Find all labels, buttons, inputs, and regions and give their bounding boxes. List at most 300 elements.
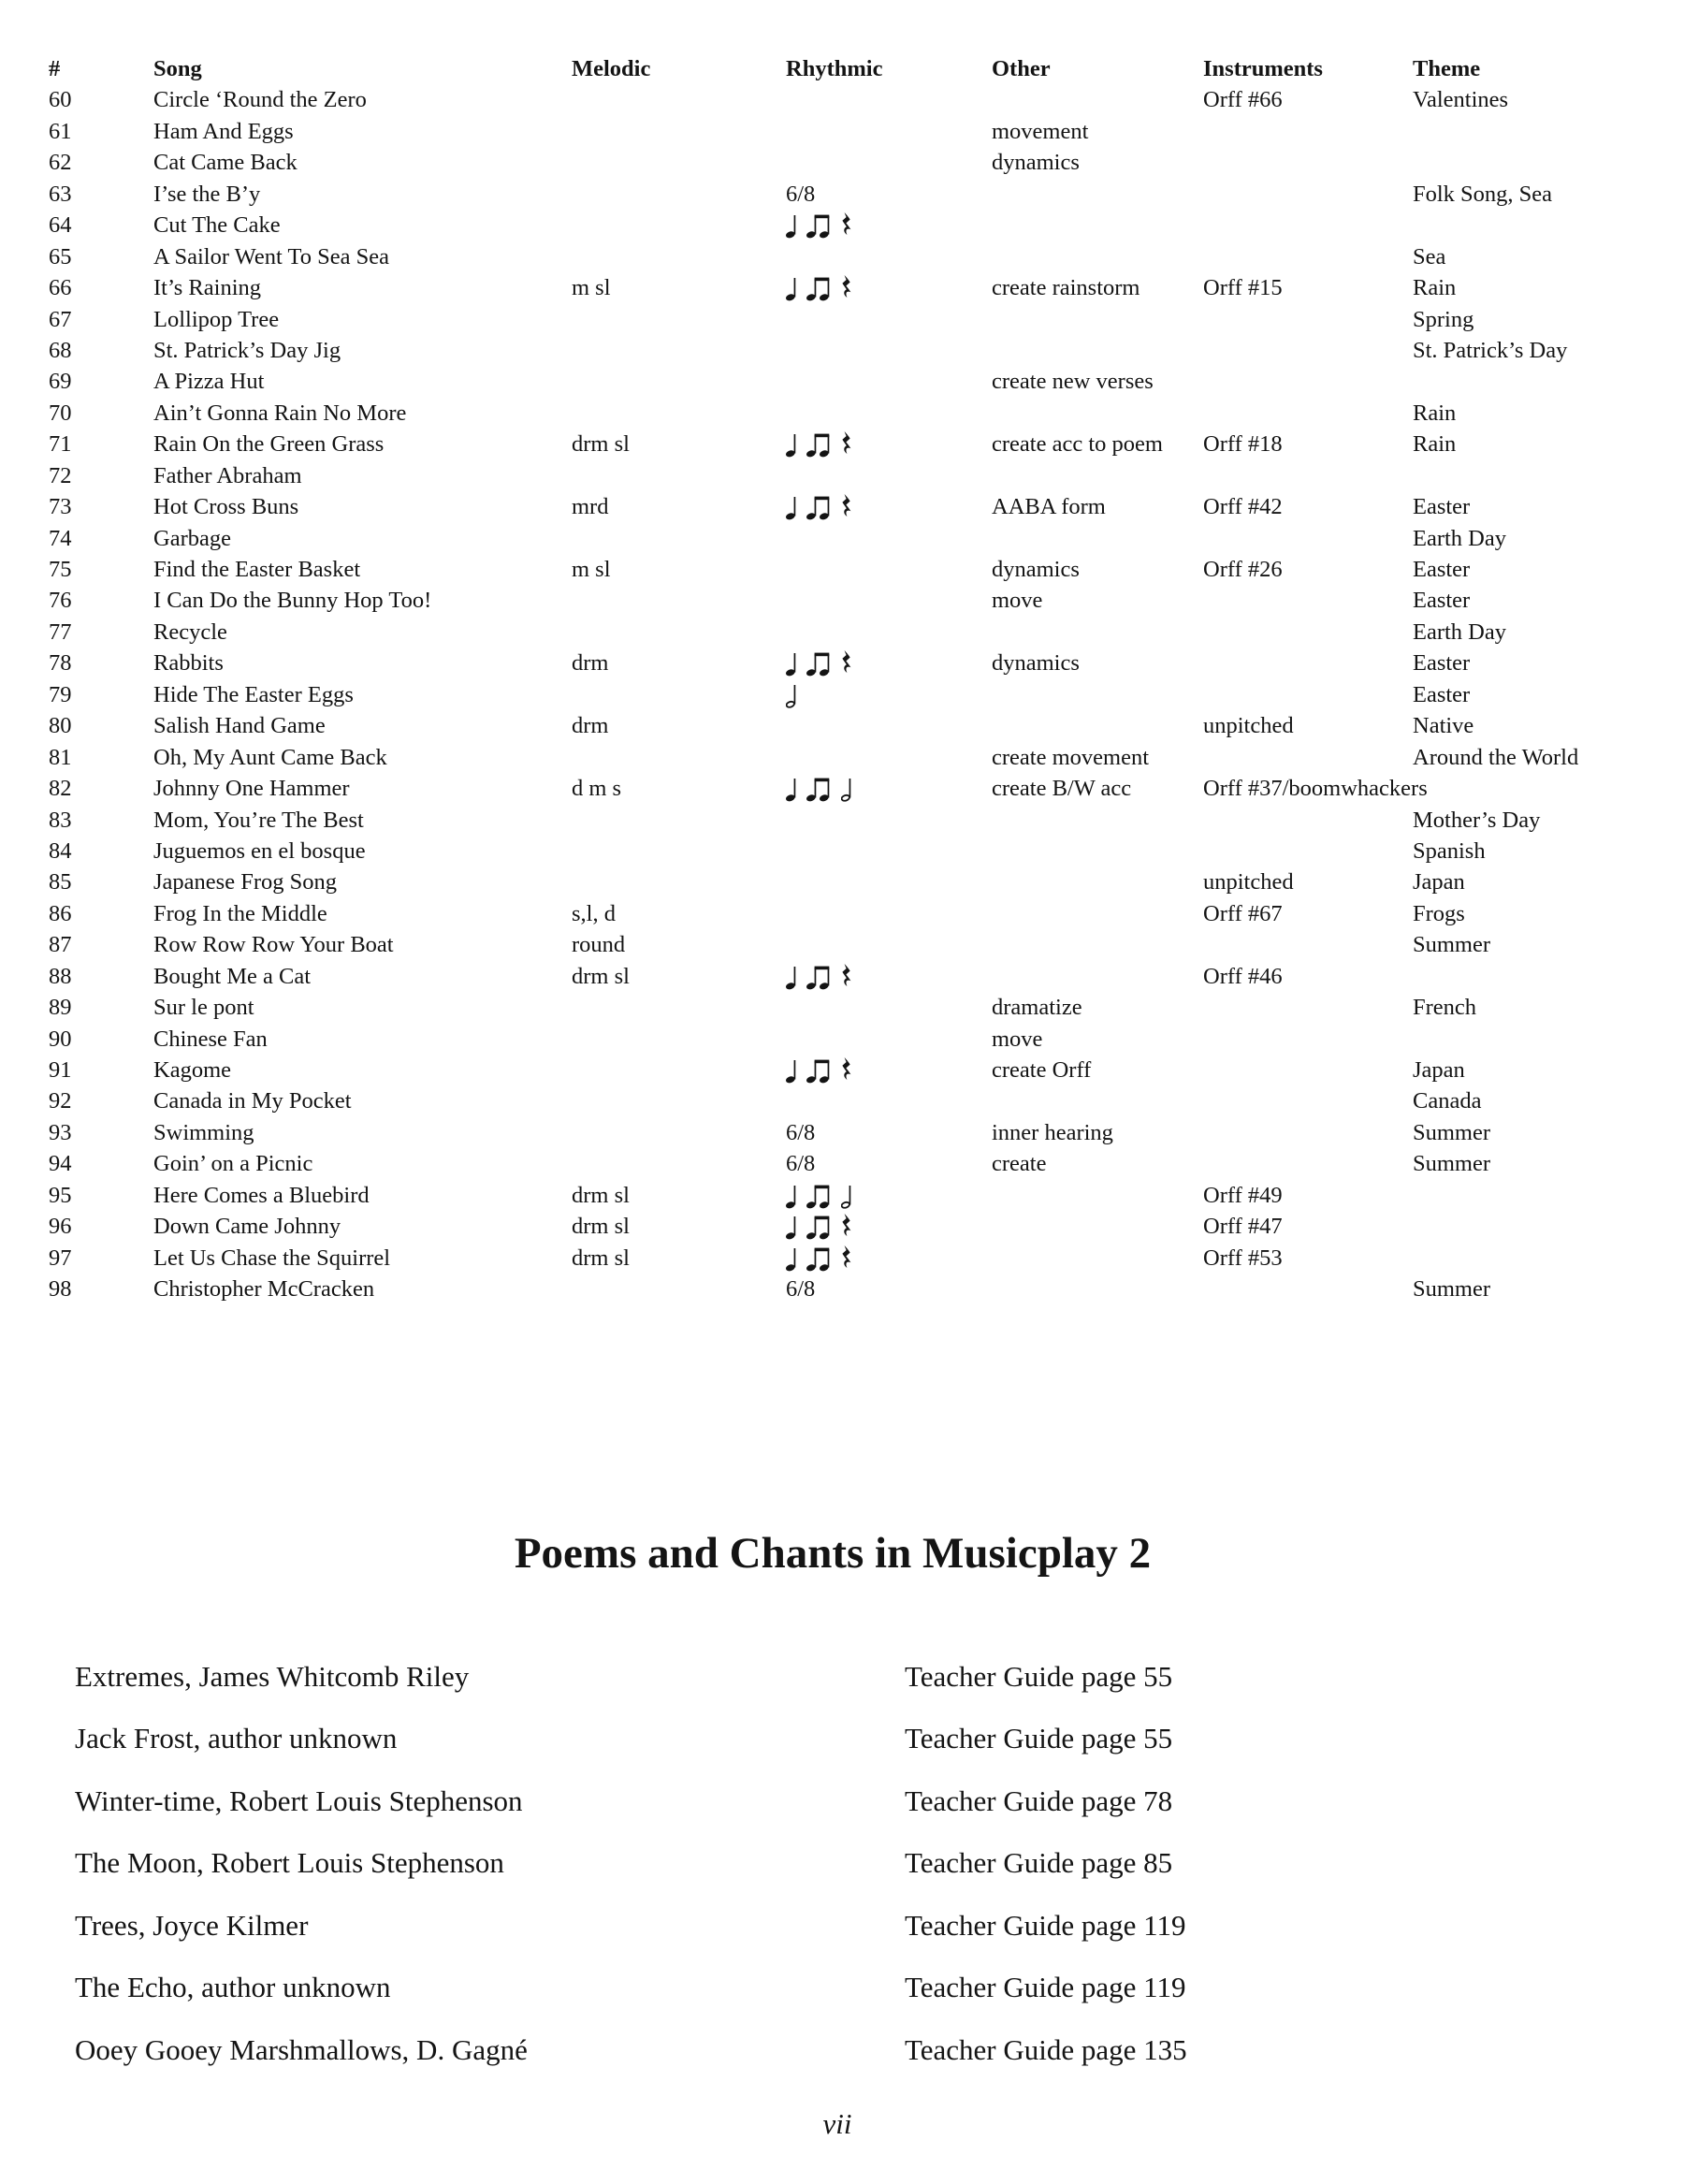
theme-value: Native bbox=[1413, 713, 1474, 739]
instruments-value bbox=[1203, 992, 1413, 1023]
quarter-rest-icon bbox=[841, 962, 853, 990]
instruments-value: Orff #15 bbox=[1203, 275, 1283, 301]
other-value: create B/W acc bbox=[992, 776, 1132, 802]
song-number: 85 bbox=[49, 869, 72, 895]
other-value: AABA form bbox=[992, 494, 1106, 520]
theme-value bbox=[1413, 1243, 1658, 1274]
song-number: 93 bbox=[49, 1119, 72, 1145]
song-title: Oh, My Aunt Came Back bbox=[153, 744, 387, 770]
other-value bbox=[992, 1180, 1203, 1211]
melodic-value bbox=[572, 366, 786, 397]
instruments-value bbox=[1203, 523, 1413, 554]
column-header-instruments: Instruments bbox=[1203, 56, 1323, 81]
rhythmic-value bbox=[786, 241, 992, 272]
melodic-value bbox=[572, 805, 786, 836]
song-number: 75 bbox=[49, 557, 72, 582]
table-row bbox=[49, 992, 1658, 1023]
song-title: Circle ‘Round the Zero bbox=[153, 87, 367, 113]
rhythmic-value bbox=[786, 1085, 992, 1116]
rhythmic-value bbox=[786, 585, 992, 616]
quarter-note-icon bbox=[786, 492, 798, 520]
theme-value: Summer bbox=[1413, 1276, 1491, 1303]
instruments-value bbox=[1203, 335, 1413, 366]
song-number: 71 bbox=[49, 431, 72, 458]
melodic-value bbox=[572, 1117, 786, 1148]
song-number: 73 bbox=[49, 494, 72, 520]
table-row bbox=[49, 961, 1658, 992]
table-row bbox=[49, 1211, 1658, 1242]
theme-value: Easter bbox=[1413, 681, 1471, 707]
melodic-value bbox=[572, 1085, 786, 1116]
rhythmic-value bbox=[786, 1148, 992, 1179]
song-number: 86 bbox=[49, 900, 72, 926]
poem-item bbox=[75, 1718, 1609, 1780]
instruments-value: Orff #37/boomwhackers bbox=[1203, 776, 1428, 802]
poem-title: Extremes, James Whitcomb Riley bbox=[75, 1660, 470, 1693]
melodic-value: round bbox=[572, 932, 626, 958]
rhythmic-value bbox=[786, 742, 992, 773]
instruments-value: Orff #49 bbox=[1203, 1182, 1283, 1208]
instruments-value: unpitched bbox=[1203, 713, 1294, 739]
theme-value: Japan bbox=[1413, 869, 1465, 895]
song-number: 66 bbox=[49, 275, 72, 301]
song-number: 79 bbox=[49, 681, 72, 707]
other-value: create acc to poem bbox=[992, 431, 1163, 458]
quarter-rest-icon bbox=[841, 492, 853, 520]
song-title: I Can Do the Bunny Hop Too! bbox=[153, 588, 432, 614]
rhythmic-value bbox=[786, 866, 992, 897]
poem-page-ref: Teacher Guide page 85 bbox=[905, 1846, 1173, 1880]
table-row bbox=[49, 773, 1658, 804]
quarter-rest-icon bbox=[841, 1244, 853, 1272]
rhythmic-value bbox=[786, 429, 992, 459]
eighth-pair-icon bbox=[806, 1244, 833, 1272]
quarter-note-icon bbox=[786, 962, 798, 990]
song-number: 90 bbox=[49, 1026, 72, 1052]
theme-value: Summer bbox=[1413, 1119, 1491, 1145]
poem-page-ref: Teacher Guide page 119 bbox=[905, 1971, 1186, 2004]
song-title: Cut The Cake bbox=[153, 212, 281, 239]
melodic-value bbox=[572, 866, 786, 897]
instruments-value: Orff #53 bbox=[1203, 1245, 1283, 1271]
rhythmic-value bbox=[786, 898, 992, 929]
poem-page-ref: Teacher Guide page 135 bbox=[905, 2032, 1187, 2066]
theme-value: Easter bbox=[1413, 494, 1471, 520]
song-number: 96 bbox=[49, 1214, 72, 1240]
song-title: Johnny One Hammer bbox=[153, 776, 350, 802]
table-row bbox=[49, 805, 1658, 836]
theme-value: Earth Day bbox=[1413, 619, 1506, 645]
theme-value: French bbox=[1413, 995, 1477, 1021]
theme-value: Frogs bbox=[1413, 900, 1465, 926]
rhythmic-value bbox=[786, 491, 992, 522]
song-table-body bbox=[49, 84, 1658, 1304]
melodic-value: drm sl bbox=[572, 1182, 630, 1208]
column-header-theme: Theme bbox=[1413, 56, 1481, 81]
theme-value: Japan bbox=[1413, 1057, 1465, 1083]
instruments-value bbox=[1203, 679, 1413, 710]
melodic-value: drm sl bbox=[572, 1214, 630, 1240]
quarter-rest-icon bbox=[841, 273, 853, 301]
table-row bbox=[49, 523, 1658, 554]
eighth-pair-icon bbox=[806, 1056, 833, 1084]
instruments-value bbox=[1203, 742, 1413, 773]
other-value bbox=[992, 210, 1203, 240]
song-title: Find the Easter Basket bbox=[153, 557, 361, 582]
poem-page-ref: Teacher Guide page 55 bbox=[905, 1722, 1173, 1755]
half-note-icon bbox=[786, 680, 798, 708]
song-number: 70 bbox=[49, 400, 72, 426]
other-value: create rainstorm bbox=[992, 275, 1140, 301]
table-row bbox=[49, 84, 1658, 115]
instruments-value bbox=[1203, 1148, 1413, 1179]
melodic-value bbox=[572, 1024, 786, 1055]
table-row bbox=[49, 929, 1658, 960]
rhythmic-value bbox=[786, 1243, 992, 1274]
song-number: 61 bbox=[49, 118, 72, 144]
other-value: dynamics bbox=[992, 557, 1080, 582]
melodic-value bbox=[572, 210, 786, 240]
poems-list bbox=[75, 1656, 1609, 2091]
melodic-value: drm bbox=[572, 713, 609, 739]
poem-item bbox=[75, 2030, 1609, 2091]
theme-value: St. Patrick’s Day bbox=[1413, 337, 1568, 363]
other-value bbox=[992, 304, 1203, 335]
other-value bbox=[992, 710, 1203, 741]
melodic-value: drm bbox=[572, 650, 609, 677]
column-header-number: # bbox=[49, 56, 61, 81]
melodic-value bbox=[572, 84, 786, 115]
melodic-value bbox=[572, 836, 786, 866]
melodic-value bbox=[572, 617, 786, 648]
melodic-value: drm sl bbox=[572, 431, 630, 458]
song-title: Juguemos en el bosque bbox=[153, 837, 366, 864]
poem-item bbox=[75, 1656, 1609, 1718]
rhythmic-value bbox=[786, 961, 992, 992]
melodic-value bbox=[572, 1055, 786, 1085]
other-value: inner hearing bbox=[992, 1119, 1113, 1145]
other-value bbox=[992, 836, 1203, 866]
rhythmic-value bbox=[786, 805, 992, 836]
instruments-value bbox=[1203, 929, 1413, 960]
theme-value bbox=[1413, 961, 1658, 992]
theme-value: Sea bbox=[1413, 243, 1446, 269]
song-number: 80 bbox=[49, 713, 72, 739]
song-title: I’se the B’y bbox=[153, 181, 261, 207]
instruments-value bbox=[1203, 1085, 1413, 1116]
other-value bbox=[992, 898, 1203, 929]
song-title: It’s Raining bbox=[153, 275, 262, 301]
half-note-icon bbox=[841, 1181, 853, 1209]
table-row bbox=[49, 366, 1658, 397]
eighth-pair-icon bbox=[806, 273, 833, 301]
song-title: Ham And Eggs bbox=[153, 118, 294, 144]
table-row bbox=[49, 210, 1658, 240]
theme-value bbox=[1413, 1024, 1658, 1055]
table-row bbox=[49, 304, 1658, 335]
theme-value bbox=[1413, 1180, 1658, 1211]
time-signature: 6/8 bbox=[786, 1276, 816, 1303]
theme-value: Mother’s Day bbox=[1413, 807, 1541, 833]
song-title: Mom, You’re The Best bbox=[153, 807, 364, 833]
rhythmic-value bbox=[786, 710, 992, 741]
song-number: 84 bbox=[49, 837, 72, 864]
instruments-value: Orff #66 bbox=[1203, 87, 1283, 113]
other-value: dynamics bbox=[992, 150, 1080, 176]
other-value bbox=[992, 179, 1203, 210]
song-number: 65 bbox=[49, 243, 72, 269]
song-number: 81 bbox=[49, 744, 72, 770]
song-title: Chinese Fan bbox=[153, 1026, 268, 1052]
poem-title: Ooey Gooey Marshmallows, D. Gagné bbox=[75, 2032, 528, 2066]
table-row bbox=[49, 836, 1658, 866]
table-row bbox=[49, 1243, 1658, 1274]
poem-page-ref: Teacher Guide page 119 bbox=[905, 1908, 1186, 1942]
rhythmic-value bbox=[786, 116, 992, 147]
song-number: 68 bbox=[49, 337, 72, 363]
rhythmic-value bbox=[786, 1274, 992, 1304]
theme-value: Summer bbox=[1413, 932, 1491, 958]
time-signature: 6/8 bbox=[786, 181, 816, 207]
instruments-value: unpitched bbox=[1203, 869, 1294, 895]
song-number: 60 bbox=[49, 87, 72, 113]
other-value bbox=[992, 84, 1203, 115]
theme-value: Folk Song, Sea bbox=[1413, 181, 1553, 207]
quarter-note-icon bbox=[786, 1212, 798, 1240]
song-number: 82 bbox=[49, 776, 72, 802]
melodic-value bbox=[572, 304, 786, 335]
other-value bbox=[992, 679, 1203, 710]
theme-value: Summer bbox=[1413, 1151, 1491, 1177]
song-number: 78 bbox=[49, 650, 72, 677]
rhythmic-value bbox=[786, 84, 992, 115]
eighth-pair-icon bbox=[806, 1181, 833, 1209]
poem-title: The Echo, author unknown bbox=[75, 1971, 391, 2004]
melodic-value: m sl bbox=[572, 275, 611, 301]
instruments-value bbox=[1203, 366, 1413, 397]
melodic-value bbox=[572, 241, 786, 272]
table-row bbox=[49, 679, 1658, 710]
poem-item bbox=[75, 1842, 1609, 1904]
song-number: 76 bbox=[49, 588, 72, 614]
song-number: 72 bbox=[49, 462, 72, 488]
song-title: Kagome bbox=[153, 1057, 231, 1083]
instruments-value bbox=[1203, 585, 1413, 616]
melodic-value: d m s bbox=[572, 776, 622, 802]
other-value bbox=[992, 523, 1203, 554]
rhythmic-value bbox=[786, 1055, 992, 1085]
song-number: 64 bbox=[49, 212, 72, 239]
rhythmic-value bbox=[786, 1117, 992, 1148]
instruments-value bbox=[1203, 460, 1413, 491]
melodic-value: mrd bbox=[572, 494, 609, 520]
instruments-value bbox=[1203, 210, 1413, 240]
page-number: vii bbox=[822, 2107, 852, 2140]
rhythmic-value bbox=[786, 366, 992, 397]
table-row bbox=[49, 429, 1658, 459]
quarter-note-icon bbox=[786, 273, 798, 301]
quarter-note-icon bbox=[786, 430, 798, 458]
poem-page-ref: Teacher Guide page 55 bbox=[905, 1660, 1173, 1693]
table-row bbox=[49, 179, 1658, 210]
quarter-note-icon bbox=[786, 1244, 798, 1272]
poems-section-title: Poems and Chants in Musicplay 2 bbox=[514, 1529, 1152, 1578]
song-number: 98 bbox=[49, 1276, 72, 1303]
song-title: Hot Cross Buns bbox=[153, 494, 299, 520]
other-value bbox=[992, 805, 1203, 836]
quarter-note-icon bbox=[786, 1181, 798, 1209]
instruments-value: Orff #18 bbox=[1203, 431, 1283, 458]
song-title: Here Comes a Bluebird bbox=[153, 1182, 370, 1208]
song-title: Swimming bbox=[153, 1119, 254, 1145]
table-row bbox=[49, 1055, 1658, 1085]
instruments-value: Orff #67 bbox=[1203, 900, 1283, 926]
poem-title: Jack Frost, author unknown bbox=[75, 1722, 398, 1755]
song-title: Sur le pont bbox=[153, 995, 254, 1021]
table-row bbox=[49, 460, 1658, 491]
theme-value: Rain bbox=[1413, 431, 1457, 458]
instruments-value bbox=[1203, 116, 1413, 147]
instruments-value bbox=[1203, 648, 1413, 678]
song-title: Canada in My Pocket bbox=[153, 1088, 352, 1114]
rhythmic-value bbox=[786, 648, 992, 678]
table-row bbox=[49, 1117, 1658, 1148]
rhythmic-value bbox=[786, 398, 992, 429]
instruments-value bbox=[1203, 836, 1413, 866]
song-title: A Sailor Went To Sea Sea bbox=[153, 243, 389, 269]
theme-value: Valentines bbox=[1413, 87, 1509, 113]
melodic-value bbox=[572, 1274, 786, 1304]
column-header-melodic: Melodic bbox=[572, 56, 651, 81]
melodic-value bbox=[572, 460, 786, 491]
theme-value: Earth Day bbox=[1413, 525, 1506, 551]
column-header-other: Other bbox=[992, 56, 1051, 81]
song-title: Let Us Chase the Squirrel bbox=[153, 1245, 391, 1271]
song-number: 83 bbox=[49, 807, 72, 833]
song-title: Goin’ on a Picnic bbox=[153, 1151, 313, 1177]
rhythmic-value bbox=[786, 836, 992, 866]
table-row bbox=[49, 147, 1658, 178]
theme-value bbox=[1413, 773, 1658, 804]
song-title: Rain On the Green Grass bbox=[153, 431, 385, 458]
eighth-pair-icon bbox=[806, 648, 833, 677]
song-title: Salish Hand Game bbox=[153, 713, 326, 739]
table-row bbox=[49, 617, 1658, 648]
rhythmic-value bbox=[786, 554, 992, 585]
rhythmic-value bbox=[786, 679, 992, 710]
melodic-value bbox=[572, 742, 786, 773]
eighth-pair-icon bbox=[806, 211, 833, 239]
other-value: dynamics bbox=[992, 650, 1080, 677]
other-value bbox=[992, 929, 1203, 960]
rhythmic-value bbox=[786, 210, 992, 240]
song-title: Cat Came Back bbox=[153, 150, 298, 176]
other-value: dramatize bbox=[992, 995, 1082, 1021]
rhythmic-value bbox=[786, 773, 992, 804]
table-row bbox=[49, 1180, 1658, 1211]
theme-value: Spring bbox=[1413, 306, 1474, 332]
other-value bbox=[992, 1274, 1203, 1304]
other-value: create bbox=[992, 1151, 1047, 1177]
song-number: 94 bbox=[49, 1151, 72, 1177]
rhythmic-value bbox=[786, 1180, 992, 1211]
instruments-value: Orff #47 bbox=[1203, 1214, 1283, 1240]
poem-title: Winter-time, Robert Louis Stephenson bbox=[75, 1784, 523, 1817]
song-title: St. Patrick’s Day Jig bbox=[153, 337, 341, 363]
quarter-rest-icon bbox=[841, 1056, 853, 1084]
song-number: 63 bbox=[49, 181, 72, 207]
rhythmic-value bbox=[786, 147, 992, 178]
other-value bbox=[992, 617, 1203, 648]
other-value bbox=[992, 961, 1203, 992]
melodic-value bbox=[572, 116, 786, 147]
table-row bbox=[49, 1024, 1658, 1055]
song-title: Recycle bbox=[153, 619, 227, 645]
song-title: Frog In the Middle bbox=[153, 900, 327, 926]
other-value bbox=[992, 241, 1203, 272]
theme-value: Rain bbox=[1413, 400, 1457, 426]
song-title: Bought Me a Cat bbox=[153, 963, 312, 989]
theme-value bbox=[1413, 210, 1658, 240]
song-title: A Pizza Hut bbox=[153, 369, 265, 395]
quarter-note-icon bbox=[786, 648, 798, 677]
table-row bbox=[49, 1148, 1658, 1179]
theme-value: Spanish bbox=[1413, 837, 1486, 864]
other-value bbox=[992, 866, 1203, 897]
other-value: movement bbox=[992, 118, 1089, 144]
theme-value bbox=[1413, 116, 1658, 147]
poem-title: Trees, Joyce Kilmer bbox=[75, 1908, 309, 1942]
theme-value: Easter bbox=[1413, 557, 1471, 582]
other-value: move bbox=[992, 1026, 1043, 1052]
table-row bbox=[49, 1274, 1658, 1304]
table-row bbox=[49, 710, 1658, 741]
theme-value: Canada bbox=[1413, 1088, 1482, 1114]
song-number: 69 bbox=[49, 369, 72, 395]
other-value: move bbox=[992, 588, 1043, 614]
other-value bbox=[992, 1243, 1203, 1274]
other-value bbox=[992, 460, 1203, 491]
poem-page-ref: Teacher Guide page 78 bbox=[905, 1784, 1173, 1817]
other-value bbox=[992, 398, 1203, 429]
song-number: 92 bbox=[49, 1088, 72, 1114]
rhythmic-value bbox=[786, 335, 992, 366]
instruments-value: Orff #26 bbox=[1203, 557, 1283, 582]
melodic-value: drm sl bbox=[572, 1245, 630, 1271]
other-value: create new verses bbox=[992, 369, 1154, 395]
quarter-rest-icon bbox=[841, 1212, 853, 1240]
table-row bbox=[49, 335, 1658, 366]
melodic-value: s,l, d bbox=[572, 900, 616, 926]
instruments-value bbox=[1203, 1274, 1413, 1304]
melodic-value bbox=[572, 179, 786, 210]
instruments-value: Orff #46 bbox=[1203, 963, 1283, 989]
table-row bbox=[49, 898, 1658, 929]
song-title: Rabbits bbox=[153, 650, 224, 677]
eighth-pair-icon bbox=[806, 1212, 833, 1240]
quarter-rest-icon bbox=[841, 430, 853, 458]
rhythmic-value bbox=[786, 304, 992, 335]
table-row bbox=[49, 1085, 1658, 1116]
table-row bbox=[49, 585, 1658, 616]
instruments-value bbox=[1203, 617, 1413, 648]
quarter-rest-icon bbox=[841, 648, 853, 677]
quarter-rest-icon bbox=[841, 211, 853, 239]
instruments-value bbox=[1203, 241, 1413, 272]
theme-value bbox=[1413, 366, 1658, 397]
instruments-value bbox=[1203, 147, 1413, 178]
song-title: Down Came Johnny bbox=[153, 1214, 341, 1240]
